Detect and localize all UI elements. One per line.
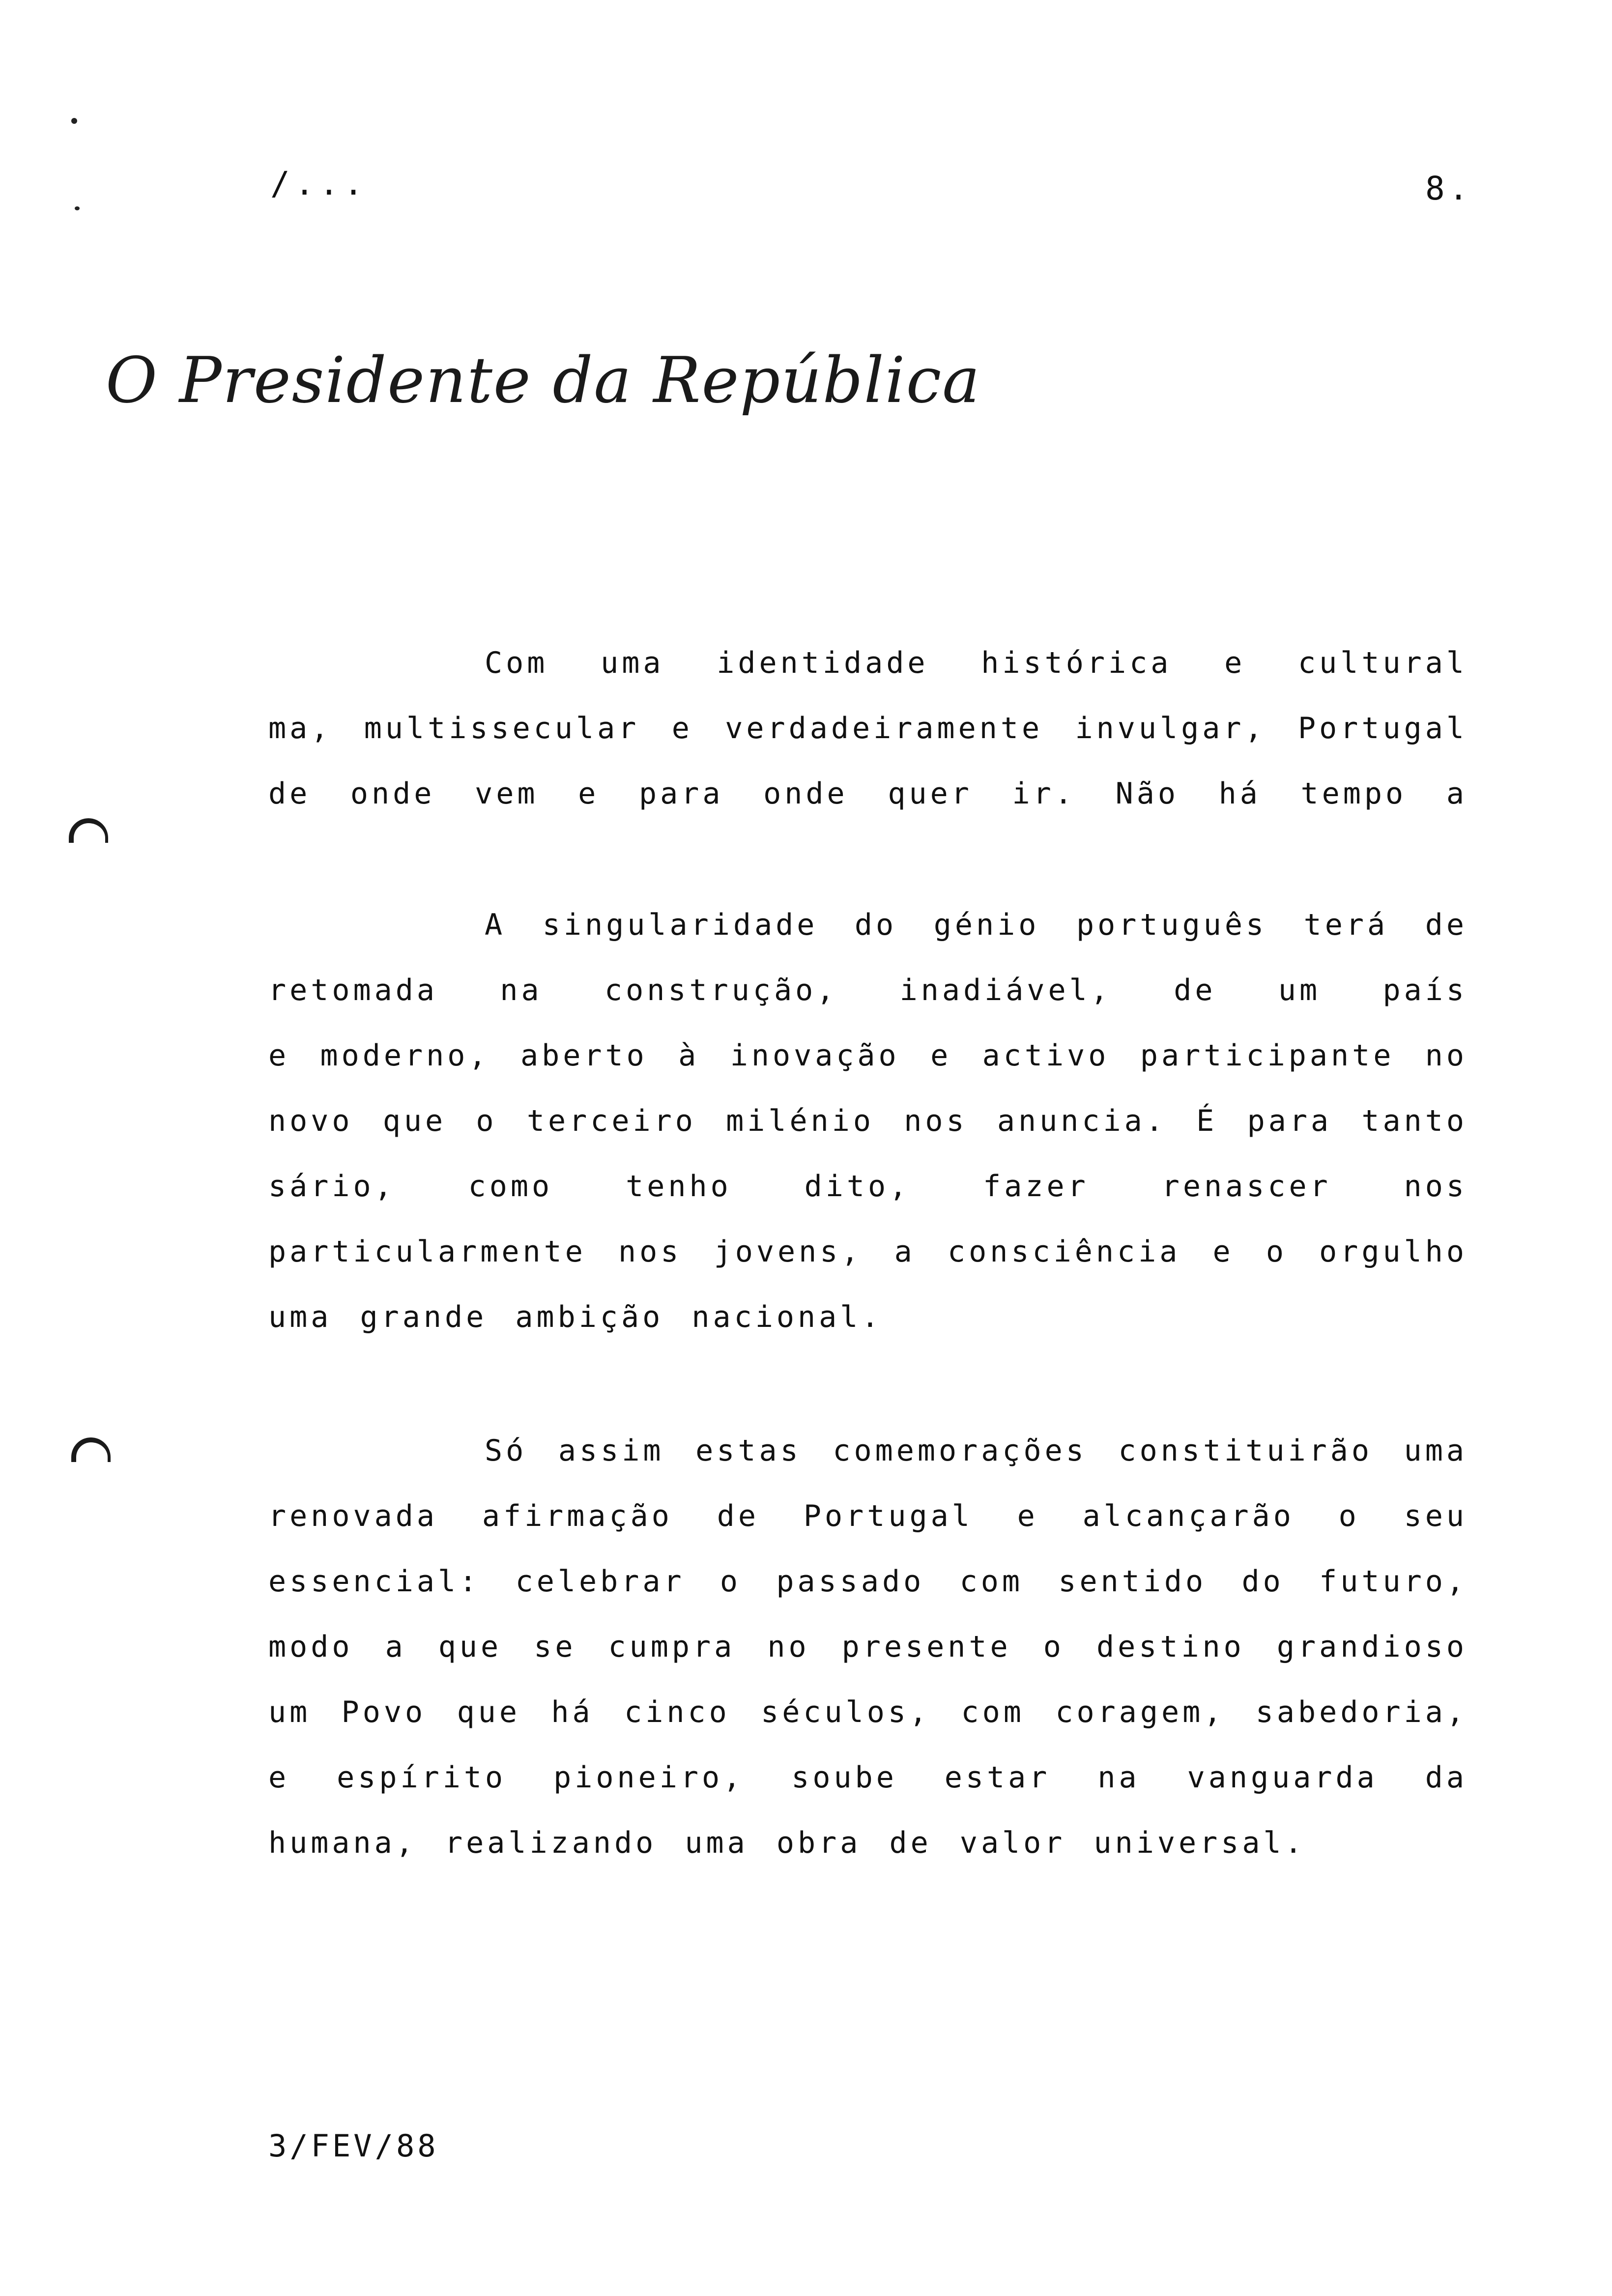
text-line: particularmente nos jovens, a consciência e o orgulho (268, 1234, 1468, 1269)
hole-punch-mark (71, 1437, 111, 1462)
paragraph-3 (268, 1418, 1468, 1876)
text-line: humana, realizando uma obra de valor universal. (268, 1826, 1306, 1860)
text-line: de onde vem e para onde quer ir. Não há tempo a (268, 776, 1468, 811)
margin-dot (71, 118, 77, 124)
text-line: modo a que se cumpra no presente o destino grandioso (268, 1630, 1468, 1664)
paragraph-1 (268, 631, 1468, 827)
text-line: essencial: celebrar o passado com sentido do futuro, (268, 1564, 1468, 1599)
margin-dot (75, 206, 80, 210)
text-line: ma, multissecular e verdadeiramente invulgar, Portugal (268, 711, 1468, 746)
document-date: 3/FEV/88 (268, 2128, 439, 2164)
text-line: um Povo que há cinco séculos, com coragem, sabedoria, (268, 1695, 1468, 1729)
page-number: 8. (1425, 170, 1472, 207)
paragraph-2 (268, 892, 1468, 1350)
text-line: e moderno, aberto à inovação e activo participante no (268, 1038, 1468, 1073)
text-line: Só assim estas comemorações constituirão uma (485, 1434, 1468, 1468)
text-line: novo que o terceiro milénio nos anuncia. É para tanto (268, 1104, 1468, 1138)
text-line: sário, como tenho dito, fazer renascer nos (268, 1169, 1468, 1204)
text-line: e espírito pioneiro, soube estar na vanguarda da (268, 1760, 1468, 1795)
letterhead-title: O Presidente da República (106, 344, 981, 417)
text-line: retomada na construção, inadiável, de um país (268, 973, 1468, 1007)
text-line: A singularidade do génio português terá de (485, 908, 1468, 942)
continuation-mark: /... (270, 165, 368, 202)
text-line: renovada afirmação de Portugal e alcançarão o seu (268, 1499, 1468, 1533)
text-line: Com uma identidade histórica e cultural (485, 646, 1468, 680)
hole-punch-mark (69, 818, 108, 843)
text-line: uma grande ambição nacional. (268, 1300, 883, 1334)
